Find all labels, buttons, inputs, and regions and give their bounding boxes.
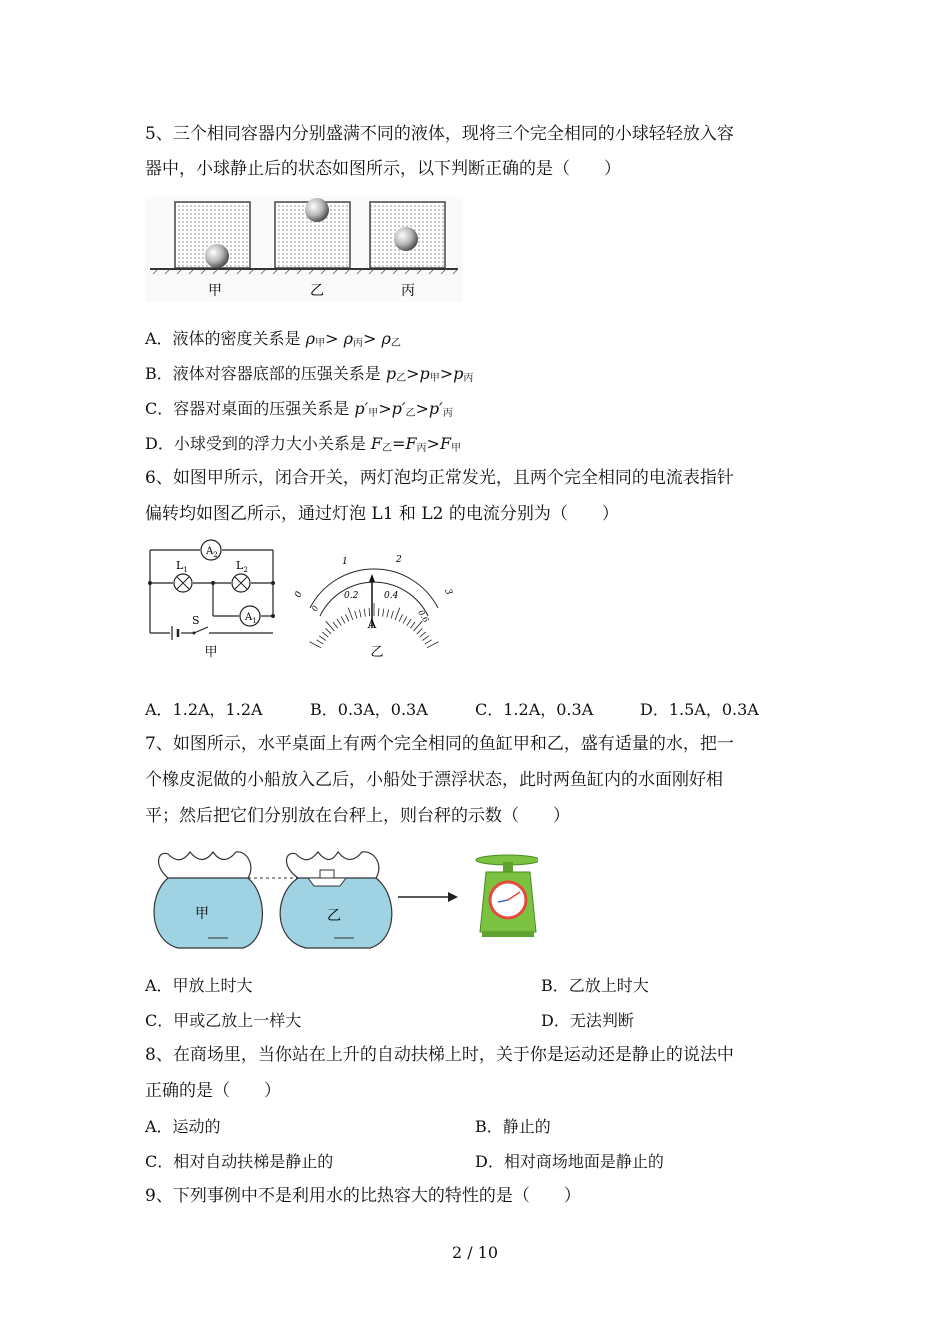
q5-option-a[interactable] (145, 328, 401, 355)
dial-tick (383, 609, 384, 617)
dial-unit: A (367, 617, 377, 631)
dial-tick (422, 636, 428, 641)
p-prime-symbol: p′ (354, 399, 369, 418)
p-symbol: p (385, 364, 397, 383)
p-symbol: p (419, 364, 430, 383)
q5-containers-figure (145, 196, 463, 302)
inner-tick-06: 0.6 (416, 608, 431, 625)
dial-tick (322, 632, 328, 637)
q7-stem-line3: 平；然后把它们分别放在台秤上，则台秤的示数（ ） (145, 806, 570, 826)
page-number: 2 / 10 (451, 1243, 499, 1262)
lamp-l2-label: $L_2$ (236, 559, 248, 574)
dial-tick (410, 622, 415, 628)
label-jia: 甲 (208, 283, 222, 299)
dial-tick (337, 619, 341, 626)
equals: = (392, 434, 406, 453)
sub-yi: 乙 (390, 338, 401, 349)
q6-circuit-diagram (143, 538, 283, 660)
dial-tick (403, 616, 407, 623)
q9-stem-line1: 9、下列事例中不是利用水的比热容大的特性的是（ ） (145, 1186, 581, 1206)
p-prime-symbol: p′ (428, 399, 443, 418)
q6-stem-line2: 偏转均如图乙所示，通过灯泡 L1 和 L2 的电流分别为（ ） (145, 504, 619, 524)
sub-jia: 甲 (368, 408, 379, 419)
dial-tick (369, 608, 370, 616)
greater-than: > (439, 364, 454, 383)
greater-than: > (406, 364, 420, 383)
inner-tick-0: 0 (309, 604, 321, 613)
dial-tick (359, 610, 361, 618)
q7-stem-line2: 个橡皮泥做的小船放入乙后，小船处于漂浮状态，此时两鱼缸内的水面刚好相 (145, 770, 723, 790)
ball-yi (305, 198, 329, 222)
q7-fish-tank-figure (148, 840, 538, 960)
dial-tick (348, 608, 353, 620)
f-symbol: F (439, 434, 452, 453)
greater-than: > (426, 434, 440, 453)
q8-option-a[interactable]: A．运动的 (145, 1117, 221, 1136)
q5-option-c-text: C．容器对桌面的压强关系是 (145, 399, 355, 418)
dial-tick (391, 611, 393, 619)
ball-bing (394, 227, 418, 251)
p-symbol: p (453, 364, 464, 383)
dial-tick (364, 609, 365, 617)
sub-jia: 甲 (315, 338, 326, 349)
tank-jia-label: 甲 (195, 906, 209, 922)
sub-jia: 甲 (429, 373, 440, 384)
outer-tick-0: 0 (293, 590, 305, 600)
rho-symbol: ρ (381, 329, 391, 348)
greater-than: > (325, 329, 339, 348)
dial-tick (333, 622, 338, 628)
q6-stem-line1: 6、如图甲所示，闭合开关，两灯泡均正常发光，且两个完全相同的电流表指针 (145, 468, 734, 488)
tank-yi-label: 乙 (327, 908, 341, 924)
q8-option-c[interactable]: C．相对自动扶梯是静止的 (145, 1152, 334, 1171)
dial-tick (427, 642, 438, 648)
q7-option-d[interactable]: D．无法判断 (541, 1011, 634, 1030)
dial-tick (417, 628, 423, 634)
q6-ammeter-dial (290, 550, 460, 662)
clay-boat (308, 878, 346, 886)
q8-stem-line2: 正确的是（ ） (145, 1081, 281, 1101)
q8-option-d[interactable]: D．相对商场地面是静止的 (475, 1152, 664, 1171)
greater-than: > (362, 329, 377, 348)
dial-tick (387, 610, 389, 618)
sub-bing: 丙 (416, 443, 427, 454)
dial-tick (341, 616, 345, 623)
q5-option-b-text: B．液体对容器底部的压强关系是 (145, 364, 386, 383)
lamp-l1-label: $L_1$ (176, 559, 188, 574)
switch-label: S (192, 614, 200, 627)
inner-tick-04: 0.4 (384, 591, 399, 601)
dial-tick (326, 628, 332, 634)
dial-tick (407, 619, 411, 626)
sub-jia: 甲 (451, 443, 462, 454)
sub-bing: 丙 (463, 373, 474, 384)
q6-option-d[interactable]: D．1.5A，0.3A (640, 700, 759, 719)
rho-symbol: ρ (343, 329, 353, 348)
dial-tick (355, 611, 357, 619)
dial-tick (420, 632, 426, 637)
dial-tick (425, 640, 432, 644)
q5-stem-line1: 5、三个相同容器内分别盛满不同的液体，现将三个完全相同的小球轻轻放入容 (145, 124, 734, 144)
circuit-caption: 甲 (204, 645, 218, 660)
f-symbol: F (370, 434, 383, 453)
dial-tick (316, 640, 323, 644)
dial-tick (319, 636, 325, 641)
ball-jia (205, 244, 229, 268)
arrow-head-icon (448, 892, 458, 902)
outer-tick-3: 3 (442, 587, 454, 597)
q6-option-a[interactable]: A．1.2A，1.2A (145, 700, 263, 719)
dial-tick (378, 608, 379, 616)
dial-tick (399, 614, 402, 621)
outer-tick-2: 2 (396, 555, 402, 565)
q5-option-a-text: A．液体的密度关系是 (145, 329, 306, 348)
q5-option-c[interactable] (145, 398, 453, 425)
dial-caption: 乙 (370, 645, 384, 660)
q7-option-c[interactable]: C．甲或乙放上一样大 (145, 1011, 302, 1030)
q7-stem-line1: 7、如图所示，水平桌面上有两个完全相同的鱼缸甲和乙，盛有适量的水，把一 (145, 734, 734, 754)
dial-tick (395, 608, 400, 620)
ammeter-a2-label: $A_2$ (206, 546, 218, 559)
greater-than: > (378, 399, 392, 418)
p-prime-symbol: p′ (391, 399, 406, 418)
f-symbol: F (405, 434, 417, 453)
sub-yi: 乙 (382, 443, 393, 454)
q5-option-b[interactable] (145, 363, 473, 390)
sub-yi: 乙 (405, 408, 416, 419)
kitchen-scale-icon (476, 855, 538, 937)
q7-option-b[interactable]: B．乙放上时大 (541, 976, 649, 995)
q5-option-d[interactable] (145, 433, 461, 460)
sub-bing: 丙 (442, 408, 453, 419)
label-bing: 丙 (401, 283, 415, 299)
outer-tick-1: 1 (342, 557, 348, 567)
q8-stem-line1: 8、在商场里，当你站在上升的自动扶梯上时，关于你是运动还是静止的说法中 (145, 1045, 734, 1065)
rho-symbol: ρ (305, 329, 316, 348)
q5-stem-line2: 器中，小球静止后的状态如图所示，以下判断正确的是（ ） (145, 159, 621, 179)
dial-tick (345, 614, 348, 621)
switch-symbol (194, 627, 208, 633)
dial-tick (310, 642, 321, 648)
sub-yi: 乙 (396, 373, 407, 384)
q5-option-d-text: D．小球受到的浮力大小关系是 (145, 434, 371, 453)
q6-option-c[interactable]: C．1.2A，0.3A (475, 700, 594, 719)
q8-option-b[interactable]: B．静止的 (475, 1117, 551, 1136)
ammeter-a1-label: $A_1$ (245, 612, 257, 625)
q7-option-a[interactable]: A．甲放上时大 (145, 976, 253, 995)
sub-bing: 丙 (352, 338, 363, 349)
greater-than: > (415, 399, 429, 418)
label-yi: 乙 (310, 283, 324, 299)
q6-option-b[interactable]: B．0.3A，0.3A (310, 700, 428, 719)
inner-tick-02: 0.2 (344, 591, 359, 601)
